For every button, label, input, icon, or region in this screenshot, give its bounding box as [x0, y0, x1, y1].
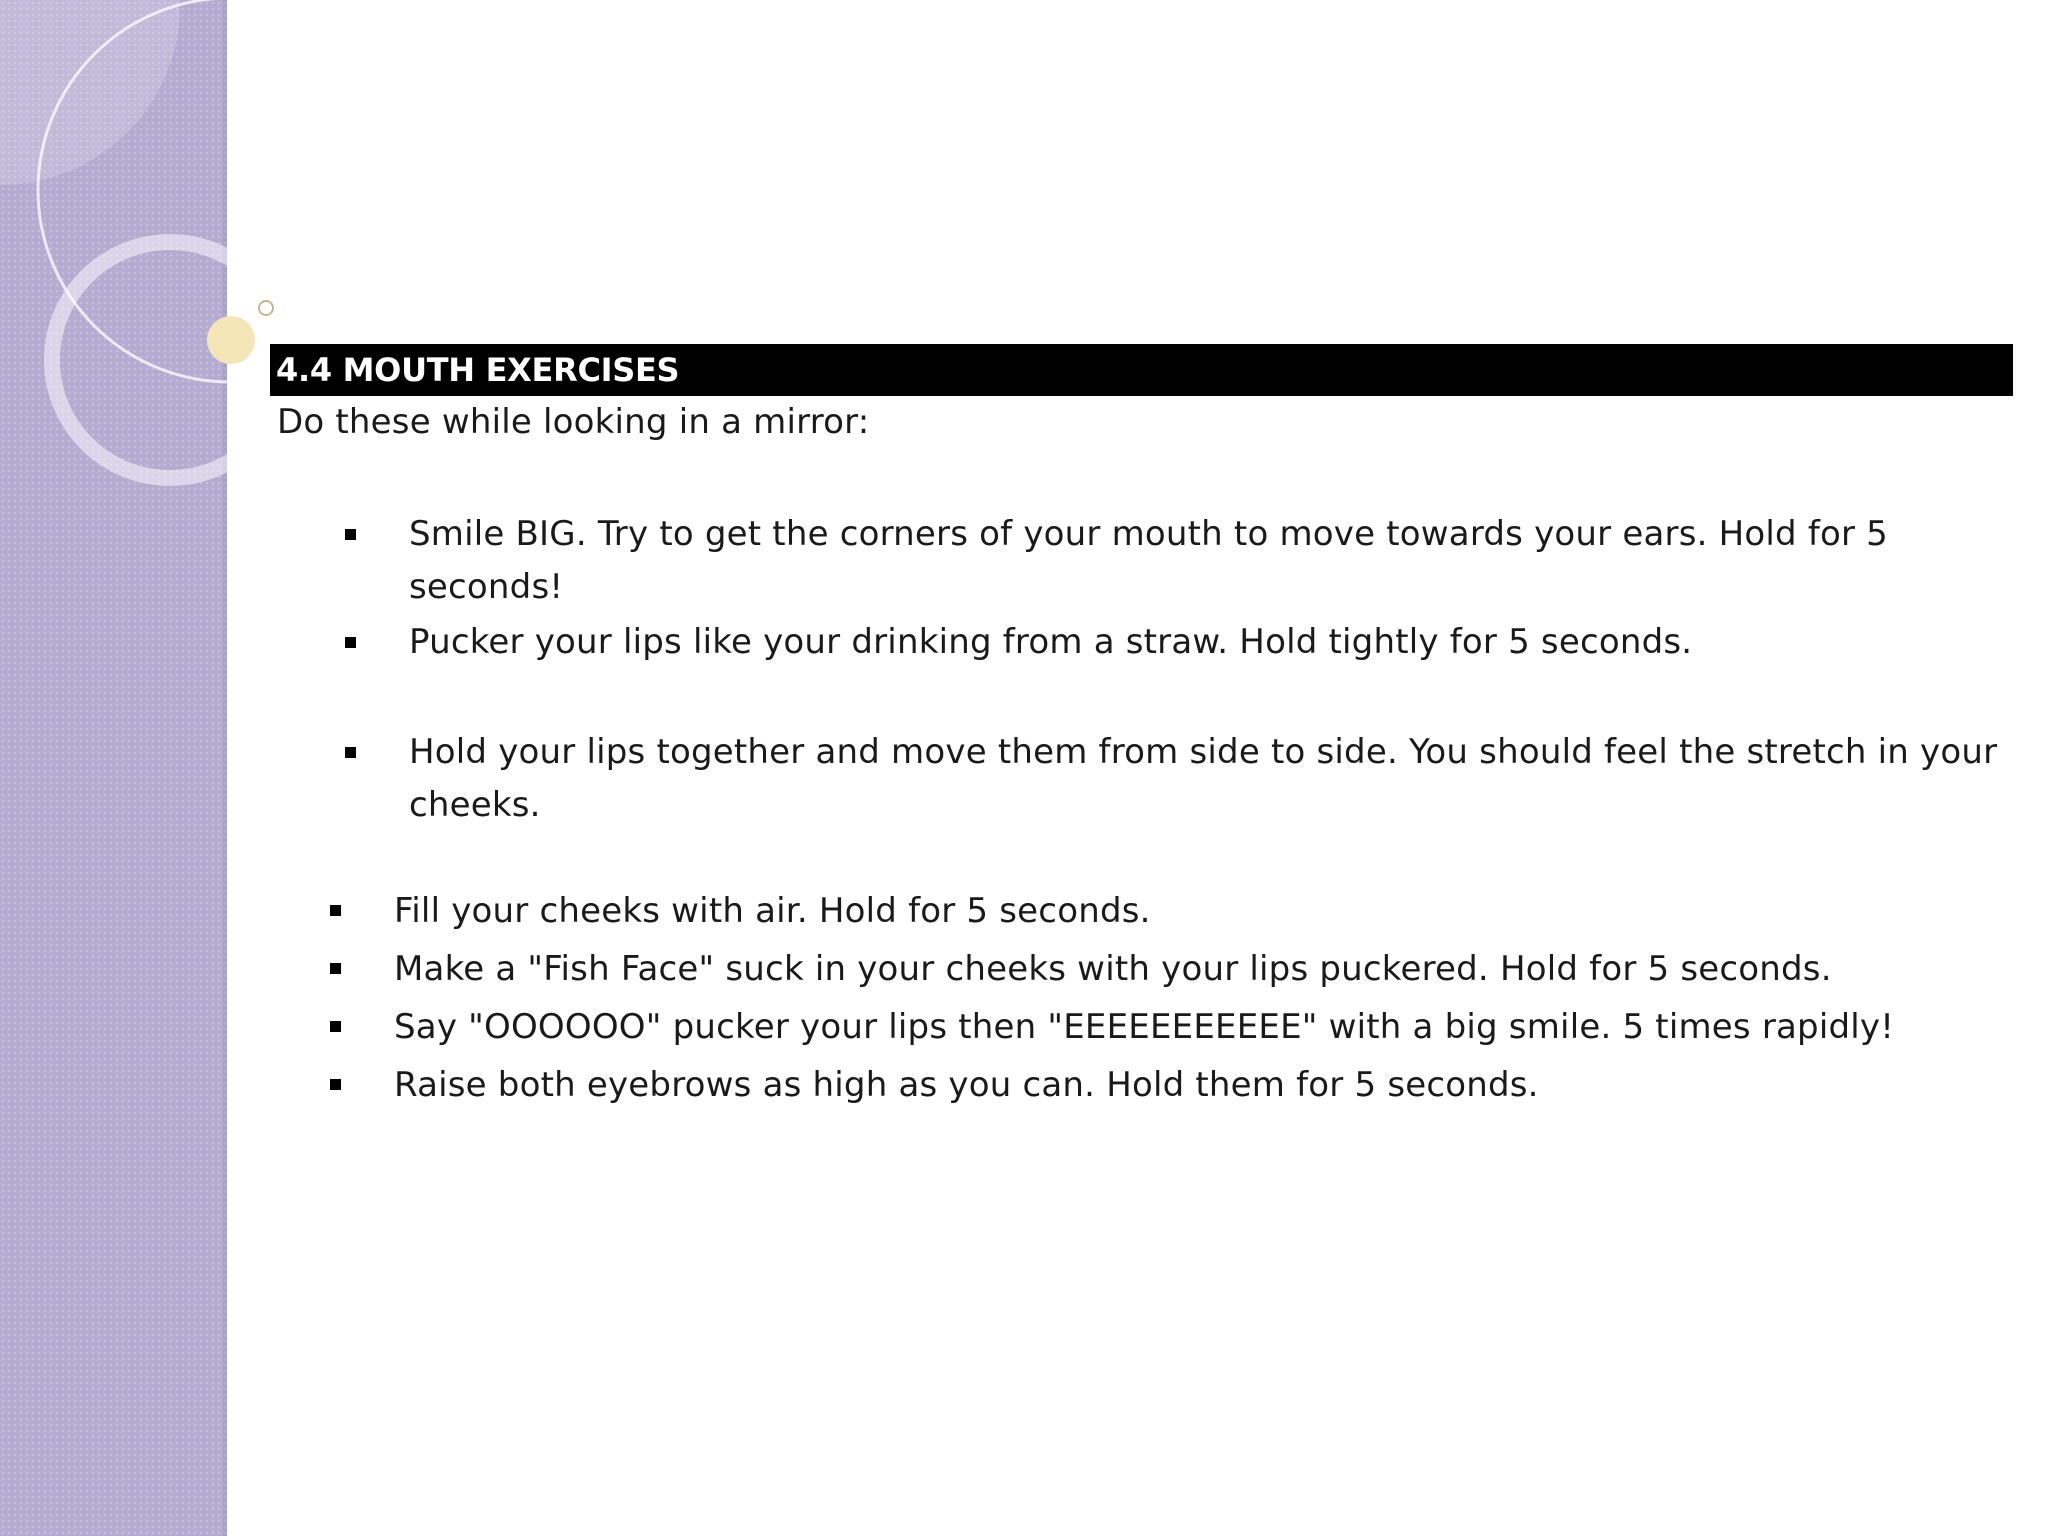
list-item	[330, 940, 2048, 998]
list-item	[345, 508, 2010, 614]
list-item	[330, 1056, 2048, 1114]
list-item-text: Make a "Fish Face" suck in your cheeks with your lips puckered. Hold for 5 seconds.	[394, 949, 1832, 989]
list-item	[345, 616, 2010, 669]
list-item-text: Fill your cheeks with air. Hold for 5 seconds.	[394, 891, 1151, 931]
list-item-text: Pucker your lips like your drinking from a straw. Hold tightly for 5 seconds.	[409, 622, 1693, 662]
square-bullet-icon	[345, 747, 356, 758]
corner-arc-shape	[0, 0, 180, 185]
decorative-circles	[0, 0, 300, 520]
list-item	[330, 998, 2048, 1056]
square-bullet-icon	[330, 963, 341, 974]
accent-dot	[207, 316, 255, 364]
list-item-text: Smile BIG. Try to get the corners of your mouth to move towards your ears. Hold for 5 seconds!	[409, 514, 1889, 607]
bullet-list-group-3	[330, 882, 2048, 1114]
square-bullet-icon	[330, 1021, 341, 1032]
medium-ring	[52, 242, 288, 478]
bullet-list-group-2	[345, 726, 2010, 832]
bullet-list-group-1	[345, 508, 2010, 669]
section-title: 4.4 MOUTH EXERCISES	[270, 344, 2013, 396]
list-item-text: Hold your lips together and move them from side to side. You should feel the stretch in your cheeks.	[409, 732, 1998, 825]
list-item-text: Raise both eyebrows as high as you can. Hold them for 5 seconds.	[394, 1065, 1539, 1105]
square-bullet-icon	[330, 905, 341, 916]
list-item	[345, 726, 2010, 832]
list-item	[330, 882, 2048, 940]
list-item-text: Say "OOOOOO" pucker your lips then "EEEEEEEEEEE" with a big smile. 5 times rapidly!	[394, 1007, 1895, 1047]
square-bullet-icon	[345, 529, 356, 540]
square-bullet-icon	[330, 1079, 341, 1090]
intro-text: Do these while looking in a mirror:	[277, 402, 870, 442]
square-bullet-icon	[345, 637, 356, 648]
